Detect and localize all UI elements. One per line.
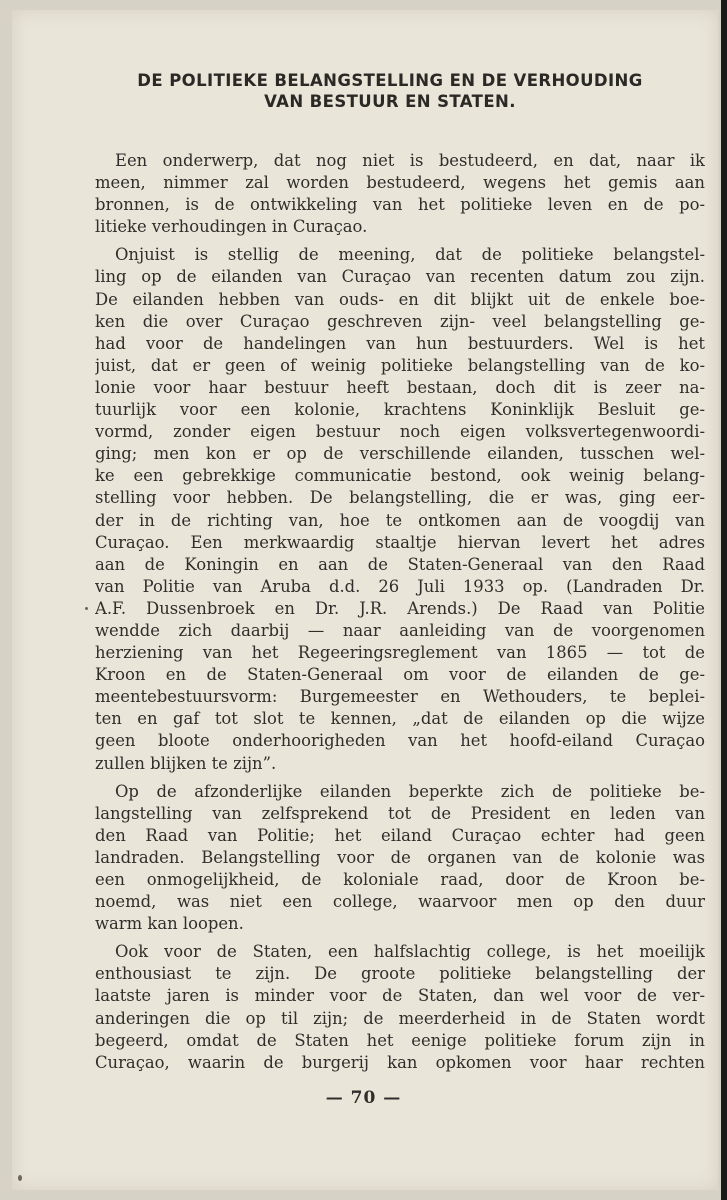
text-line: laatste jaren is minder voor de Staten, dan wel voor de ver- — [95, 986, 705, 1006]
paragraph-1 — [95, 150, 705, 238]
text-line: Ook voor de Staten, een halfslachtig college, is het moeilijk — [115, 942, 705, 962]
text-line: herziening van het Regeeringsreglement van 1865 — tot de — [95, 643, 705, 663]
text-line: Curaçao. Een merkwaardig staaltje hiervan levert het adres — [95, 532, 705, 552]
text-line: had voor de handelingen van hun bestuurders. Wel is het — [95, 333, 705, 353]
paragraph-3 — [95, 781, 705, 936]
title-line-1: DE POLITIEKE BELANGSTELLING EN DE VERHOUDING — [137, 71, 643, 90]
page-number: — 70 — — [325, 1088, 402, 1108]
text-line: noemd, was niet een college, waarvoor men op den duur — [95, 892, 705, 912]
text-line: aan de Koningin en aan de Staten-Generaal van den Raad — [95, 554, 705, 574]
text-line: litieke verhoudingen in Curaçao. — [95, 217, 368, 237]
text-line: enthousiast te zijn. De groote politieke belangstelling der — [95, 964, 705, 984]
text-line: A.F. Dussenbroek en Dr. J.R. Arends.) De Raad van Politie — [95, 598, 705, 618]
scan-speck — [18, 1175, 22, 1181]
text-line: Op de afzonderlijke eilanden beperkte zich de politieke be- — [115, 781, 705, 801]
text-line: stelling voor hebben. De belangstelling, die er was, ging eer- — [95, 488, 705, 508]
text-line: lonie voor haar bestuur heeft bestaan, doch dit is zeer na- — [95, 377, 705, 397]
text-line: Onjuist is stellig de meening, dat de politieke belangstel- — [115, 245, 705, 265]
text-line: Kroon en de Staten-Generaal om voor de eilanden de ge- — [95, 665, 705, 685]
text-line: ling op de eilanden van Curaçao van recenten datum zou zijn. — [95, 267, 705, 287]
text-line: juist, dat er geen of weinig politieke belangstelling van de ko- — [95, 355, 705, 375]
text-line: begeerd, omdat de Staten het eenige politieke forum zijn in — [95, 1030, 705, 1050]
text-line: een onmogelijkheid, de koloniale raad, door de Kroon be- — [95, 870, 705, 889]
page-title — [60, 70, 720, 112]
paragraph-2 — [95, 244, 705, 774]
text-line: anderingen die op til zijn; de meerderheid in de Staten wordt — [95, 1008, 705, 1028]
text-line: wendde zich daarbij — naar aanleiding van de voorgenomen — [95, 620, 705, 640]
text-line: ten en gaf tot slot te kennen, „dat de eilanden op die wijze — [95, 709, 705, 729]
paragraph-4 — [95, 941, 705, 1074]
text-line: langstelling van zelfsprekend tot de President en leden van — [95, 803, 705, 823]
body-text — [95, 150, 705, 1080]
text-line: bronnen, is de ontwikkeling van het politieke leven en de po- — [95, 195, 705, 215]
scan-speck — [85, 607, 88, 610]
text-line: warm kan loopen. — [95, 914, 244, 934]
text-line: vormd, zonder eigen bestuur noch eigen volksvertegenwoordi- — [95, 422, 705, 442]
text-line: meen, nimmer zal worden bestudeerd, wegens het gemis aan — [95, 173, 705, 193]
text-line: geen bloote onderhoorigheden van het hoofd-eiland Curaçao — [95, 731, 705, 751]
text-line: tuurlijk voor een kolonie, krachtens Koninklijk Besluit ge- — [95, 400, 705, 420]
text-line: landraden. Belangstelling voor de organen van de kolonie was — [95, 847, 705, 867]
text-line: der in de richting van, hoe te ontkomen aan de voogdij van — [95, 510, 705, 530]
scan-edge — [721, 0, 727, 1200]
text-line: Een onderwerp, dat nog niet is bestudeerd, en dat, naar ik — [115, 151, 705, 170]
text-line: ken die over Curaçao geschreven zijn- veel belangstelling ge- — [95, 311, 705, 331]
text-line: De eilanden hebben van ouds- en dit blijkt uit de enkele boe- — [95, 289, 705, 309]
text-line: den Raad van Politie; het eiland Curaçao echter had geen — [95, 825, 705, 845]
title-line-2: VAN BESTUUR EN STATEN. — [264, 92, 516, 111]
text-line: zullen blijken te zijn”. — [95, 753, 277, 773]
text-line: meentebestuursvorm: Burgemeester en Wethouders, te beplei- — [95, 687, 705, 707]
text-line: van Politie van Aruba d.d. 26 Juli 1933 op. (Landraden Dr. — [95, 576, 705, 596]
text-line: Curaçao, waarin de burgerij kan opkomen voor haar rechten — [95, 1052, 705, 1072]
text-line: ging; men kon er op de verschillende eilanden, tusschen wel- — [95, 444, 705, 464]
text-line: ke een gebrekkige communicatie bestond, ook weinig belang- — [95, 466, 705, 486]
